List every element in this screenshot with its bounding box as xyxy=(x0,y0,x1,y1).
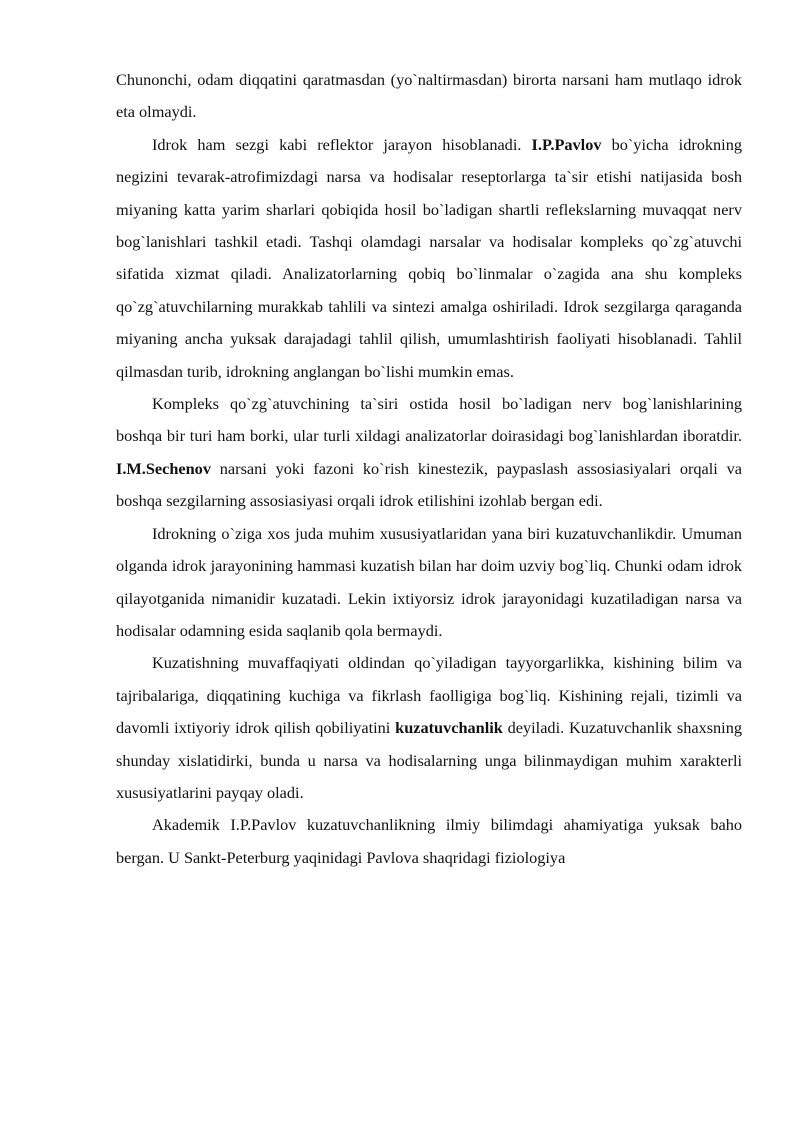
text-run: Idrok ham sezgi kabi reflektor jarayon hisoblanadi. xyxy=(152,134,532,154)
text-run: Akademik I.P.Pavlov kuzatuvchanlikning ilmiy bilimdagi ahamiyatiga yuksak baho bergan. U Sankt-Peterburg yaqinidagi Pavlova shaqridagi fiziologiya xyxy=(116,815,742,867)
bold-term-kuzatuvchanlik: kuzatuvchanlik xyxy=(395,718,503,738)
paragraph-5 xyxy=(116,647,742,809)
text-run: deyiladi. Kuzatuvchanlik shaxsning shunday xislatidirki, bunda u narsa va hodisalarning unga bilinmaydigan muhim xarakterli xususiyatlarini payqay oladi. xyxy=(116,718,742,802)
bold-term-sechenov: I.M.Sechenov xyxy=(116,458,211,478)
bold-term-pavlov: I.P.Pavlov xyxy=(531,134,602,154)
paragraph-2 xyxy=(116,129,742,388)
text-run: Kompleks qo`zg`atuvchining ta`siri ostida hosil bo`ladigan nerv bog`lanishlarining boshqa bir turi ham borki, ular turli xildagi analizatorlar doirasidagi bog`lanishlardan iboratdir. xyxy=(116,394,742,446)
text-run: Chunonchi, odam diqqatini qaratmasdan (yo`naltirmasdan) birorta narsani ham mutlaqo idrok eta olmaydi. xyxy=(116,70,742,122)
text-run: narsani yoki fazoni ko`rish kinestezik, paypaslash assosiasiyalari orqali va boshqa sezgilarning assosiasiyasi orqali idrok etilishini izohlab bergan edi. xyxy=(116,458,742,511)
paragraph-3 xyxy=(116,388,742,518)
document-page xyxy=(116,64,742,874)
paragraph-1 xyxy=(116,64,742,129)
text-run: Idrokning o`ziga xos juda muhim xususiyatlaridan yana biri kuzatuvchanlikdir. Umuman olganda idrok jarayonining hammasi kuzatish bilan har doim uzviy bog`liq. Chunki odam idrok qilayotganida nimanidir kuzatadi. Lekin ixtiyorsiz idrok jarayonidagi kuzatiladigan narsa va hodisalar odamning esida saqlanib qola bermaydi. xyxy=(116,523,742,640)
text-run: Kuzatishning muvaffaqiyati oldindan qo`yiladigan tayyorgarlikka, kishining bilim va tajribalariga, diqqatining kuchiga va fikrlash faolligiga bog`liq. Kishining rejali, tizimli va davomli ixtiyoriy idrok qilish qobiliyatini xyxy=(116,653,742,738)
text-run: bo`yicha idrokning negizini tevarak-atrofimizdagi narsa va hodisalar reseptorlarga ta`sir etishi natijasida bosh miyaning katta yarim sharlari qobiqida hosil bo`ladigan shartli reflekslarning muvaqqat nerv bog`lanishlari tashkil etadi. Tashqi olamdagi narsalar va hodisalar kompleks qo`zg`atuvchi sifatida xizmat qiladi. Analizatorlarning qobiq bo`linmalar o`zagida ana shu kompleks qo`zg`atuvchilarning murakkab tahlili va sintezi amalga oshiriladi. Idrok sezgilarga qaraganda miyaning ancha yuksak darajadagi tahlil qilish, umumlashtirish faoliyati hisoblanadi. Tahlil qilmasdan turib, idrokning anglangan bo`lishi mumkin emas. xyxy=(116,134,742,381)
paragraph-4 xyxy=(116,518,742,648)
paragraph-6 xyxy=(116,809,742,874)
